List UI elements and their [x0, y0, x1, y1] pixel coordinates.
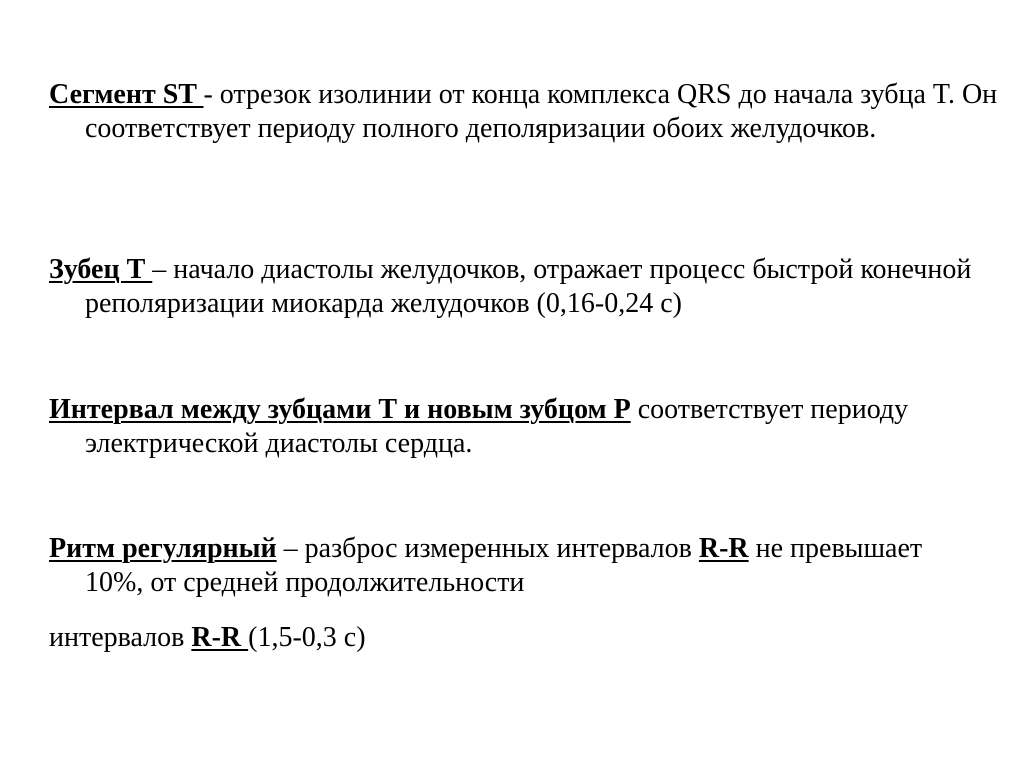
text-regular-rhythm-2: не превышает 10%, от средней продолжительности [85, 533, 923, 598]
term-st-segment: Сегмент ST [49, 79, 204, 110]
term-t-wave: Зубец Т [49, 254, 153, 285]
term-rr: R-R [698, 533, 749, 564]
paragraph-t-wave [49, 253, 1015, 321]
term-regular-rhythm: Ритм регулярный [49, 533, 277, 564]
text-rr-intervals-1: интервалов [49, 622, 192, 653]
term-rr-intervals: R-R [191, 622, 249, 653]
text-st-segment: - отрезок изолинии от конца комплекса QRS до начала зубца T. Он соответствует периоду полного деполяризации обоих желудочков. [85, 79, 998, 144]
paragraph-regular-rhythm [49, 532, 945, 600]
text-tp-interval: соответствует периоду электрической диастолы сердца. [85, 394, 909, 459]
paragraph-rr-intervals [49, 621, 979, 655]
paragraph-tp-interval [49, 393, 1015, 461]
term-tp-interval: Интервал между зубцами Т и новым зубцом Р [49, 394, 631, 425]
text-rr-intervals-2: (1,5-0,3 с) [248, 622, 366, 653]
paragraph-st-segment [49, 78, 1015, 146]
text-t-wave: – начало диастолы желудочков, отражает процесс быстрой конечной реполяризации миокарда желудочков (0,16-0,24 с) [85, 254, 972, 319]
text-regular-rhythm-1: – разброс измеренных интервалов [276, 533, 699, 564]
